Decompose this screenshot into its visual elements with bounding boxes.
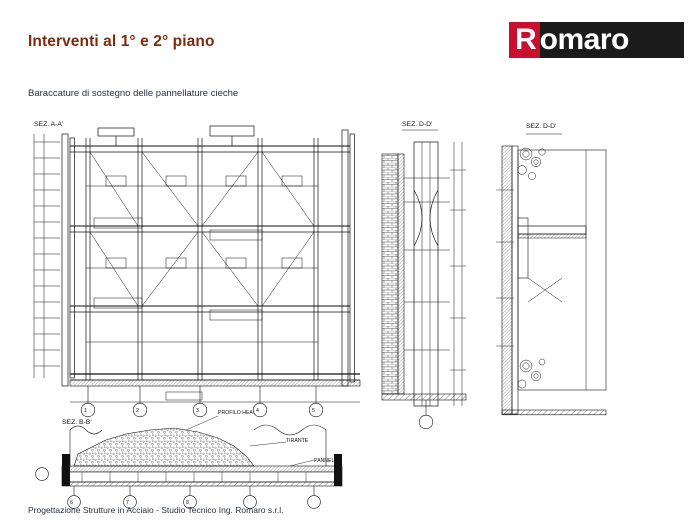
page-subtitle: Baraccature di sostegno delle pannellature cieche (28, 88, 239, 99)
section-cc (36, 416, 342, 508)
grid-mark-2: 2 (136, 408, 139, 414)
cad-drawing-svg (10, 110, 690, 506)
label-section-bb: SEZ. B-B' (62, 419, 92, 426)
grid-mark-6: 6 (70, 500, 73, 506)
note-tirante: TIRANTE (286, 438, 309, 444)
grid-mark-7: 7 (126, 500, 129, 506)
page-title: Interventi al 1° e 2° piano (28, 33, 215, 50)
detail-wall-section (382, 130, 466, 429)
grid-mark-3: 3 (196, 408, 199, 414)
elevation-main (34, 126, 360, 417)
detail-node (496, 134, 606, 415)
grid-mark-1: 1 (84, 408, 87, 414)
label-detail-1: SEZ. D-D' (402, 121, 433, 128)
grid-mark-4: 4 (256, 408, 259, 414)
grid-mark-8: 8 (186, 500, 189, 506)
footer-text: Progettazione Strutture in Acciaio - Studio Tecnico Ing. Romaro s.r.l. (28, 505, 284, 515)
note-profilo: PROFILO HEA (218, 410, 253, 416)
romaro-logo (509, 22, 684, 58)
logo-wordmark: omaro (539, 23, 629, 56)
label-detail-2: SEZ. D-D' (526, 123, 557, 130)
label-section-aa: SEZ. A-A' (34, 121, 64, 128)
note-pannello: PANNELLO (314, 458, 342, 464)
grid-mark-5: 5 (312, 408, 315, 414)
technical-drawing (10, 110, 690, 506)
logo-initial: R (509, 22, 540, 58)
